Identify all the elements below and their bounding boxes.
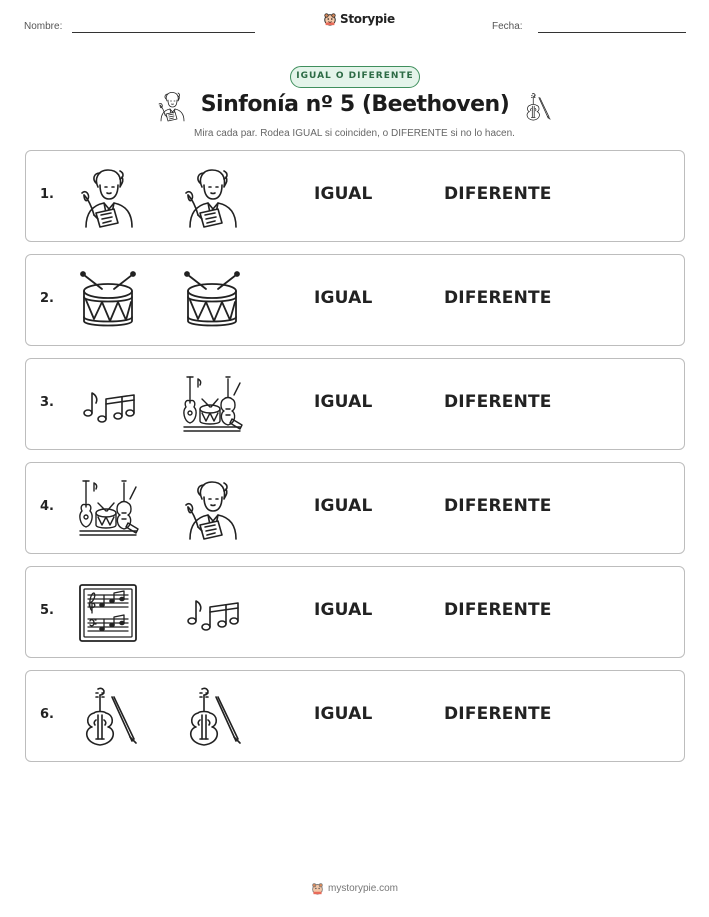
date-label: Fecha: <box>492 21 523 32</box>
drum-icon <box>76 269 140 333</box>
date-field[interactable] <box>538 32 686 33</box>
question-row <box>25 670 685 762</box>
name-label: Nombre: <box>24 21 63 32</box>
beethoven-icon <box>180 165 244 229</box>
question-row <box>25 566 685 658</box>
title-row <box>0 90 709 126</box>
music-notes-icon <box>180 581 244 645</box>
diferente-option[interactable]: DIFERENTE <box>444 496 552 516</box>
question-number: 6. <box>40 707 54 722</box>
diferente-option[interactable]: DIFERENTE <box>444 288 552 308</box>
storypie-logo-icon <box>311 882 324 895</box>
diferente-option[interactable]: DIFERENTE <box>444 184 552 204</box>
question-row <box>25 358 685 450</box>
footer-url[interactable]: mystorypie.com <box>327 882 398 894</box>
diferente-option[interactable]: DIFERENTE <box>444 600 552 620</box>
igual-option[interactable]: IGUAL <box>314 392 373 412</box>
instructions: Mira cada par. Rodea IGUAL si coinciden, o DIFERENTE si no lo hacen. <box>194 128 515 139</box>
violin-icon <box>76 685 140 749</box>
question-number: 4. <box>40 499 54 514</box>
violin-icon <box>522 90 552 124</box>
storypie-logo-icon <box>323 12 337 26</box>
orchestra-instruments-icon <box>180 373 244 437</box>
igual-option[interactable]: IGUAL <box>314 496 373 516</box>
violin-icon <box>180 685 244 749</box>
question-number: 3. <box>40 395 54 410</box>
activity-type-badge: IGUAL O DIFERENTE <box>290 66 420 88</box>
igual-option[interactable]: IGUAL <box>314 600 373 620</box>
igual-option[interactable]: IGUAL <box>314 184 373 204</box>
igual-option[interactable]: IGUAL <box>314 704 373 724</box>
orchestra-instruments-icon <box>76 477 140 541</box>
footer <box>0 878 709 898</box>
igual-option[interactable]: IGUAL <box>314 288 373 308</box>
question-number: 5. <box>40 603 54 618</box>
question-number: 1. <box>40 187 54 202</box>
music-notes-icon <box>76 373 140 437</box>
name-field[interactable] <box>72 32 255 33</box>
question-row <box>25 254 685 346</box>
page-title: Sinfonía nº 5 (Beethoven) <box>200 92 510 117</box>
drum-icon <box>180 269 244 333</box>
question-number: 2. <box>40 291 54 306</box>
question-row <box>25 150 685 242</box>
brand-name: Storypie <box>340 12 395 26</box>
sheet-music-icon <box>76 581 140 645</box>
beethoven-icon <box>76 165 140 229</box>
beethoven-icon <box>180 477 244 541</box>
question-row <box>25 462 685 554</box>
worksheet-header <box>0 0 709 40</box>
brand-logo <box>323 12 395 26</box>
diferente-option[interactable]: DIFERENTE <box>444 704 552 724</box>
beethoven-icon <box>156 90 188 122</box>
diferente-option[interactable]: DIFERENTE <box>444 392 552 412</box>
